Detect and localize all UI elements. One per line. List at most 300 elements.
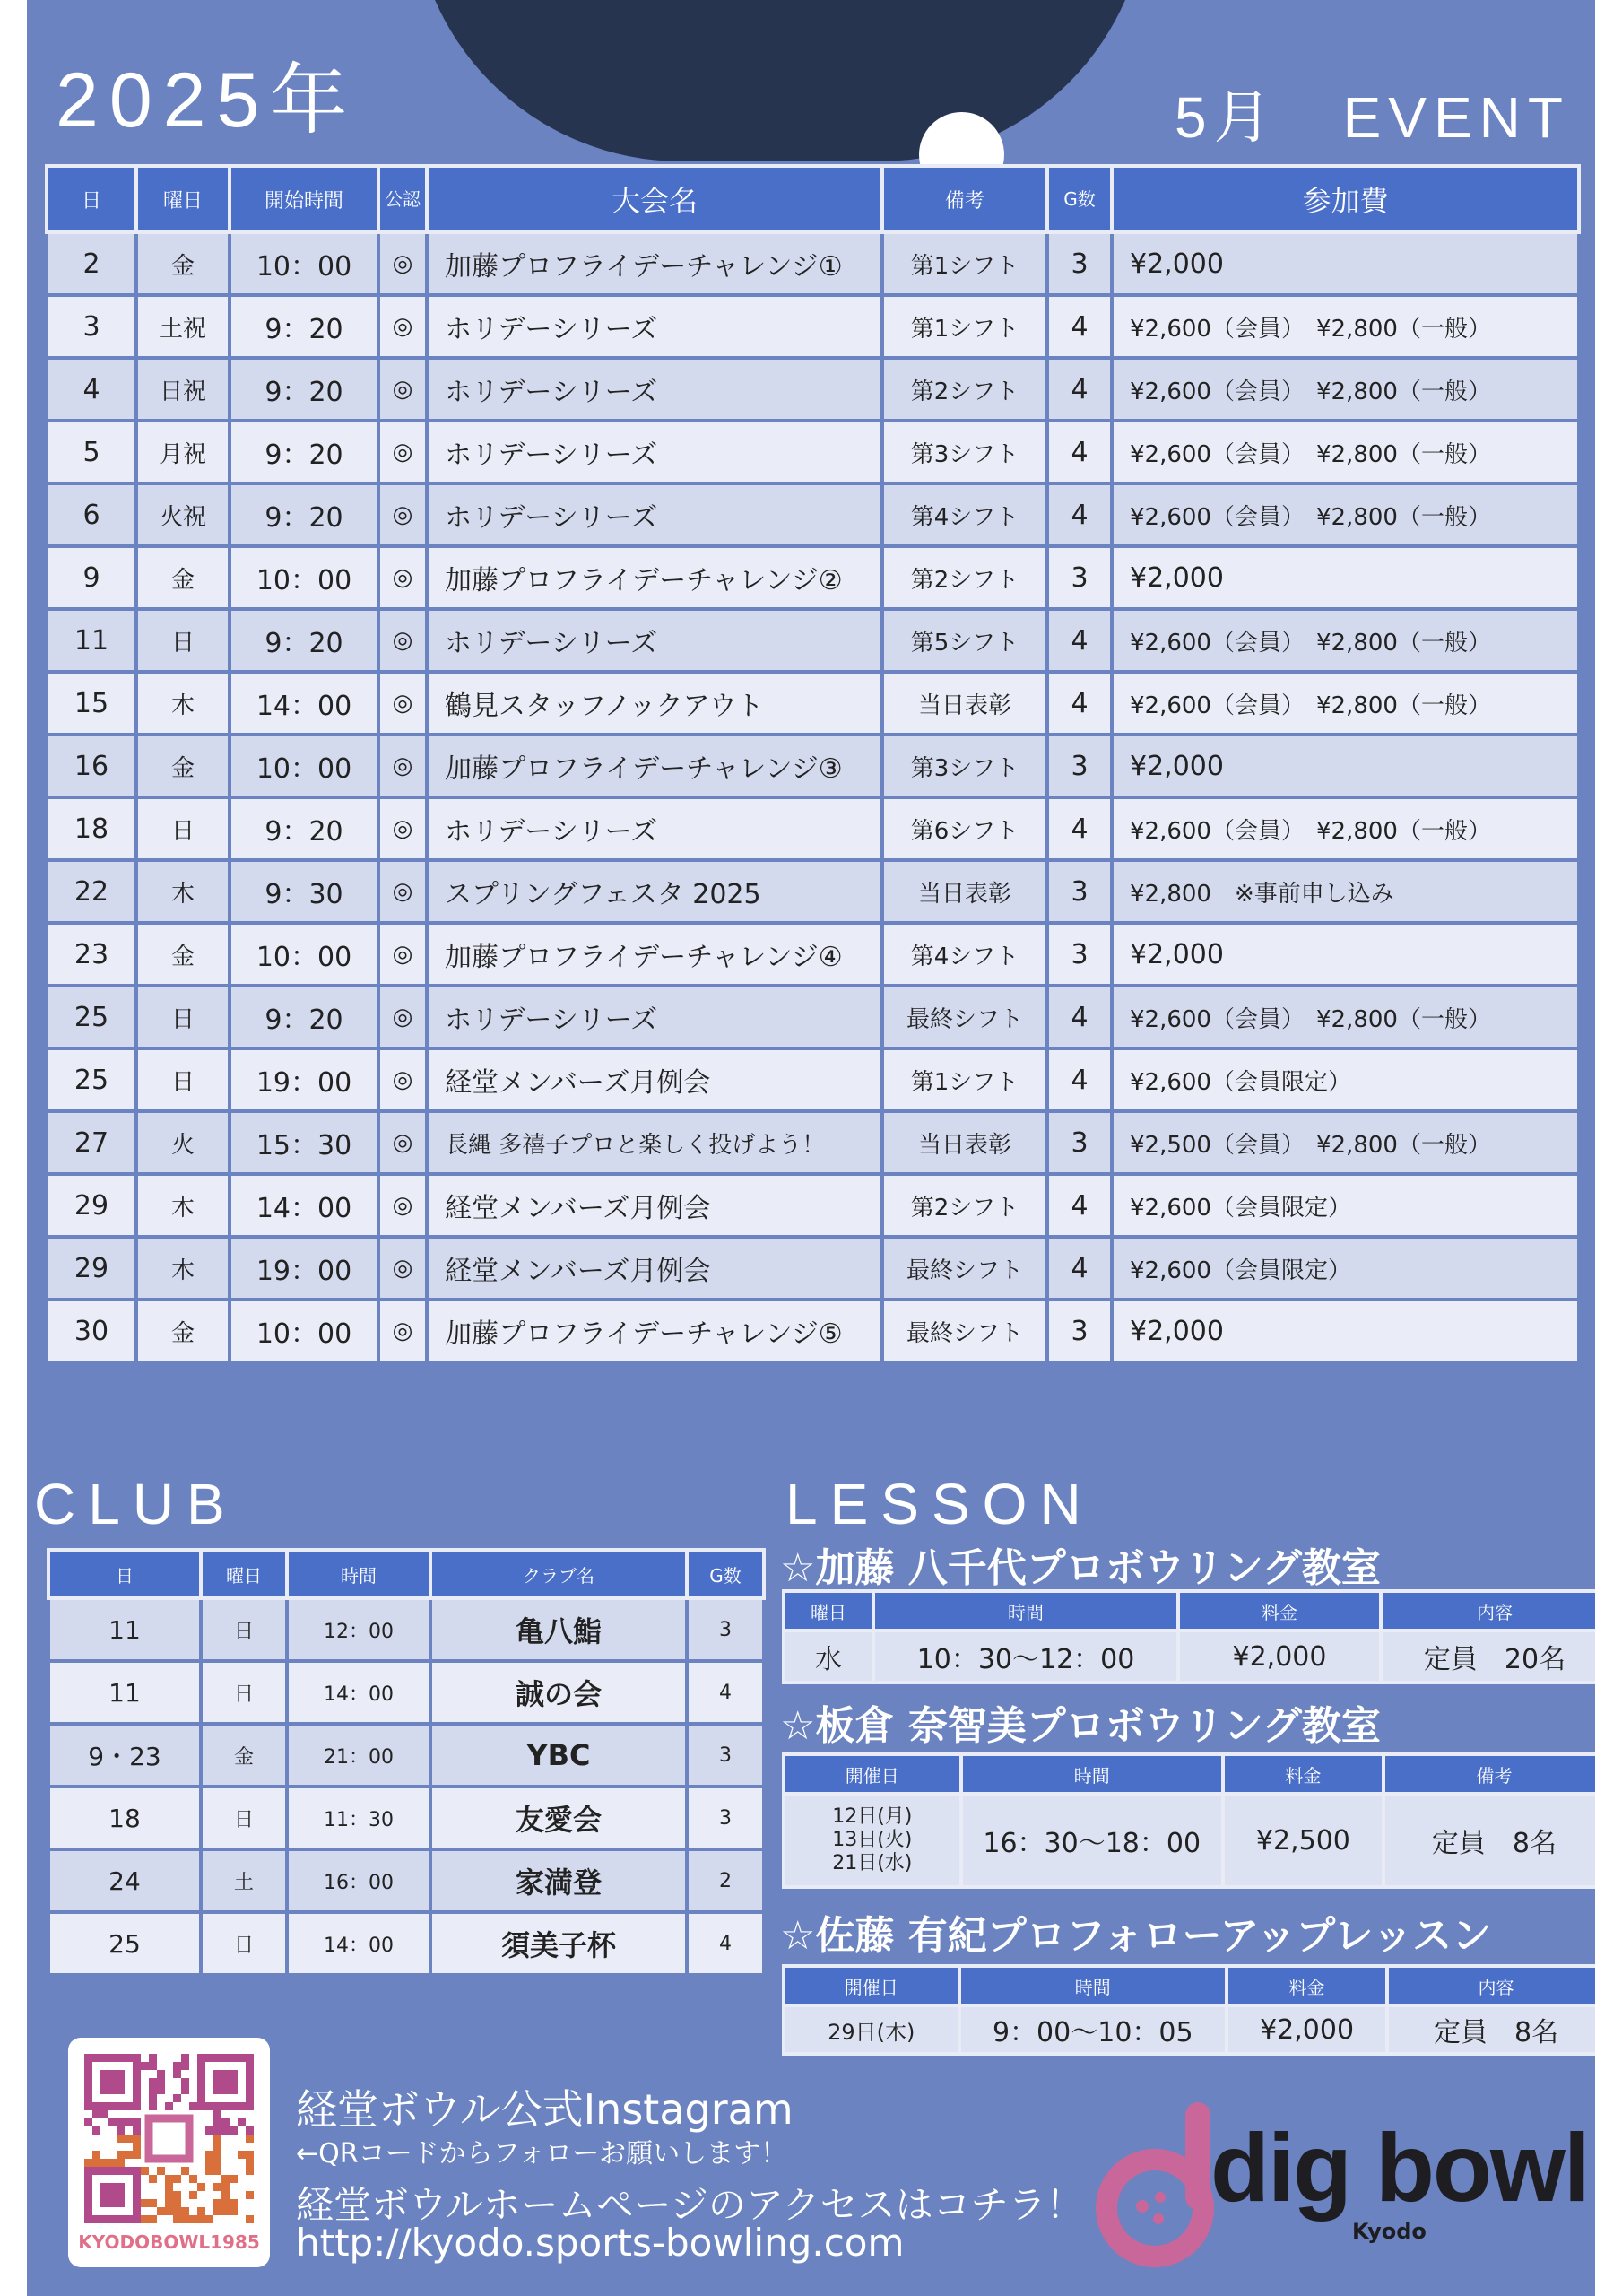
event-note: 当日表彰 [882, 672, 1047, 735]
event-day: 23 [47, 923, 136, 986]
header-note: 備考 [882, 166, 1047, 232]
qr-module [221, 2126, 230, 2135]
qr-module [238, 2118, 246, 2126]
event-fee: ¥2,600（会員限定） [1112, 1048, 1579, 1111]
club-games: 3 [687, 1598, 764, 1661]
qr-module [117, 2118, 125, 2126]
qr-module [100, 2070, 125, 2094]
itakura-header-time: 時間 [961, 1754, 1223, 1794]
qr-code-pattern [84, 2054, 254, 2223]
itakura-date-1: 12日(月) [832, 1805, 913, 1828]
qr-module [125, 2118, 133, 2126]
qr-module [141, 2167, 149, 2175]
itakura-date-2: 13日(火) [832, 1829, 913, 1851]
club-header-name: クラブ名 [430, 1550, 687, 1598]
itakura-time: 16：30〜18：00 [961, 1794, 1223, 1887]
club-games: 3 [687, 1724, 764, 1787]
club-time: 14：00 [287, 1912, 430, 1975]
event-weekday: 木 [136, 672, 230, 735]
club-weekday: 金 [201, 1724, 287, 1787]
event-fee: ¥2,600（会員） ¥2,800（一般） [1112, 295, 1579, 358]
event-row [47, 1300, 1579, 1362]
club-time: 12：00 [287, 1598, 430, 1661]
event-start-time: 10：00 [230, 546, 378, 609]
qr-module [246, 2159, 254, 2167]
event-fee: ¥2,000 [1112, 232, 1579, 295]
qr-module [149, 2078, 157, 2086]
qr-module [230, 2126, 238, 2135]
event-day: 18 [47, 797, 136, 860]
sato-header-fee: 料金 [1227, 1966, 1387, 2005]
qr-module [181, 2054, 189, 2062]
event-day: 30 [47, 1300, 136, 1362]
qr-module [197, 2207, 205, 2215]
qr-module [92, 2151, 100, 2159]
event-day: 25 [47, 1048, 136, 1111]
qr-module [100, 2159, 108, 2167]
club-table [47, 1548, 766, 1977]
event-day: 4 [47, 358, 136, 421]
qr-module [181, 2207, 189, 2215]
club-header-time: 時間 [287, 1550, 430, 1598]
event-start-time: 10：00 [230, 232, 378, 295]
sato-fee: ¥2,000 [1227, 2005, 1387, 2054]
event-note: 第6シフト [882, 797, 1047, 860]
qr-module [133, 2135, 141, 2143]
qr-module [149, 2062, 157, 2070]
event-official-mark: ◎ [378, 546, 427, 609]
club-games: 3 [687, 1787, 764, 1849]
club-header-games: G数 [687, 1550, 764, 1598]
event-name: 加藤プロフライデーチャレンジ① [427, 232, 882, 295]
qr-module [117, 2126, 125, 2135]
event-weekday: 金 [136, 232, 230, 295]
club-day: 25 [48, 1912, 201, 1975]
club-row [48, 1849, 764, 1912]
qr-module [213, 2167, 221, 2175]
qr-module [173, 2199, 181, 2207]
event-start-time: 9：20 [230, 358, 378, 421]
event-note: 最終シフト [882, 986, 1047, 1048]
event-start-time: 9：20 [230, 483, 378, 546]
qr-module [149, 2199, 157, 2207]
qr-module [149, 2054, 157, 2062]
club-games: 4 [687, 1661, 764, 1724]
qr-module [133, 2143, 141, 2151]
club-name: YBC [430, 1724, 687, 1787]
event-fee: ¥2,600（会員） ¥2,800（一般） [1112, 986, 1579, 1048]
qr-module [246, 2167, 254, 2175]
qr-module [173, 2175, 181, 2183]
qr-module [165, 2175, 173, 2183]
event-row [47, 546, 1579, 609]
event-weekday: 金 [136, 1300, 230, 1362]
header-start-time: 開始時間 [230, 166, 378, 232]
qr-module [100, 2110, 108, 2118]
lesson-sato-title: ☆佐藤 有紀プロフォローアップレッスン [780, 1913, 1492, 1959]
event-note: 第4シフト [882, 483, 1047, 546]
qr-module [157, 2086, 165, 2094]
event-official-mark: ◎ [378, 1111, 427, 1174]
lesson-sato-table [782, 1964, 1595, 2056]
qr-module [133, 2126, 141, 2135]
kato-fee: ¥2,000 [1178, 1631, 1381, 1683]
event-start-time: 10：00 [230, 923, 378, 986]
bowling-ball-graphic [412, 0, 1148, 161]
qr-module [157, 2167, 165, 2175]
qr-module [165, 2102, 173, 2110]
event-games: 4 [1047, 1174, 1112, 1237]
itakura-dates [784, 1794, 961, 1887]
qr-module [133, 2118, 141, 2126]
qr-module [149, 2086, 157, 2094]
event-games: 4 [1047, 358, 1112, 421]
event-games: 3 [1047, 735, 1112, 797]
event-official-mark: ◎ [378, 358, 427, 421]
event-games: 4 [1047, 1237, 1112, 1300]
event-note: 第2シフト [882, 1174, 1047, 1237]
event-games: 4 [1047, 421, 1112, 483]
event-weekday: 火 [136, 1111, 230, 1174]
header-day: 日 [47, 166, 136, 232]
event-fee: ¥2,000 [1112, 923, 1579, 986]
lesson-itakura-table [782, 1752, 1595, 1889]
qr-module [173, 2207, 181, 2215]
qr-module [117, 2151, 125, 2159]
sato-header-content: 内容 [1387, 1966, 1595, 2005]
event-fee: ¥2,000 [1112, 546, 1579, 609]
qr-module [221, 2183, 230, 2191]
event-note: 第2シフト [882, 358, 1047, 421]
qr-module [213, 2207, 221, 2215]
event-name: 加藤プロフライデーチャレンジ④ [427, 923, 882, 986]
qr-module [125, 2135, 133, 2143]
event-games: 4 [1047, 672, 1112, 735]
event-name: ホリデーシリーズ [427, 421, 882, 483]
event-official-mark: ◎ [378, 609, 427, 672]
qr-module [189, 2102, 197, 2110]
event-row [47, 672, 1579, 735]
event-start-time: 19：00 [230, 1048, 378, 1111]
qr-module [246, 2215, 254, 2223]
qr-module [213, 2199, 221, 2207]
event-name: 加藤プロフライデーチャレンジ⑤ [427, 1300, 882, 1362]
qr-module [246, 2126, 254, 2135]
event-official-mark: ◎ [378, 797, 427, 860]
qr-module [213, 2143, 221, 2151]
qr-module [205, 2151, 213, 2159]
qr-module [149, 2102, 157, 2110]
event-row [47, 295, 1579, 358]
event-day: 22 [47, 860, 136, 923]
qr-module [230, 2207, 238, 2215]
qr-module [189, 2175, 197, 2183]
event-weekday: 月祝 [136, 421, 230, 483]
qr-module [213, 2151, 221, 2159]
event-start-time: 15：30 [230, 1111, 378, 1174]
qr-module [213, 2135, 221, 2143]
event-name: 加藤プロフライデーチャレンジ③ [427, 735, 882, 797]
event-official-mark: ◎ [378, 421, 427, 483]
club-name: 誠の会 [430, 1661, 687, 1724]
itakura-header-date: 開催日 [784, 1754, 961, 1794]
qr-module [173, 2070, 181, 2078]
event-name: 経堂メンバーズ月例会 [427, 1237, 882, 1300]
year-title: 2025年 [56, 57, 359, 144]
event-row [47, 483, 1579, 546]
club-weekday: 日 [201, 1661, 287, 1724]
event-name: ホリデーシリーズ [427, 609, 882, 672]
event-start-time: 14：00 [230, 672, 378, 735]
club-name: 家満登 [430, 1849, 687, 1912]
event-name: 経堂メンバーズ月例会 [427, 1048, 882, 1111]
event-official-mark: ◎ [378, 735, 427, 797]
itakura-header-note: 備考 [1383, 1754, 1595, 1794]
kato-header-time: 時間 [873, 1591, 1178, 1631]
event-official-mark: ◎ [378, 860, 427, 923]
event-fee: ¥2,500（会員） ¥2,800（一般） [1112, 1111, 1579, 1174]
qr-module [141, 2062, 149, 2070]
kato-content: 定員 20名 [1381, 1631, 1595, 1683]
instagram-subtitle: ←QRコードからフォローお願いします！ [296, 2138, 788, 2170]
event-day: 25 [47, 986, 136, 1048]
event-fee: ¥2,600（会員限定） [1112, 1174, 1579, 1237]
event-start-time: 10：00 [230, 1300, 378, 1362]
homepage-title: 経堂ボウルホームページのアクセスはコチラ！ [296, 2183, 1084, 2227]
event-start-time: 9：20 [230, 797, 378, 860]
header-official: 公認 [378, 166, 427, 232]
qr-module [230, 2175, 238, 2183]
sato-time: 9：00〜10：05 [959, 2005, 1227, 2054]
event-note: 第5シフト [882, 609, 1047, 672]
event-table [45, 164, 1581, 1364]
homepage-link[interactable]: http://kyodo.sports-bowling.com [296, 2221, 905, 2265]
qr-module [125, 2151, 133, 2159]
event-day: 5 [47, 421, 136, 483]
event-official-mark: ◎ [378, 483, 427, 546]
event-note: 第1シフト [882, 295, 1047, 358]
qr-module [197, 2183, 205, 2191]
club-games: 4 [687, 1912, 764, 1975]
event-note: 当日表彰 [882, 1111, 1047, 1174]
event-note: 最終シフト [882, 1300, 1047, 1362]
club-name: 友愛会 [430, 1787, 687, 1849]
event-day: 6 [47, 483, 136, 546]
club-day: 24 [48, 1849, 201, 1912]
event-start-time: 9：20 [230, 986, 378, 1048]
event-row [47, 923, 1579, 986]
event-row [47, 1237, 1579, 1300]
qr-module [181, 2167, 189, 2175]
qr-module [173, 2094, 181, 2102]
club-row [48, 1661, 764, 1724]
qr-module [173, 2062, 181, 2070]
club-name: 亀八鮨 [430, 1598, 687, 1661]
club-title: CLUB [34, 1472, 238, 1536]
qr-module [108, 2118, 117, 2126]
qr-module [84, 2159, 92, 2167]
qr-module [157, 2070, 165, 2078]
event-note: 第3シフト [882, 735, 1047, 797]
qr-module [157, 2078, 165, 2086]
lesson-itakura-title: ☆板倉 奈智美プロボウリング教室 [780, 1703, 1381, 1749]
event-weekday: 金 [136, 546, 230, 609]
event-day: 27 [47, 1111, 136, 1174]
qr-module [238, 2151, 246, 2159]
event-official-mark: ◎ [378, 1237, 427, 1300]
event-note: 第1シフト [882, 232, 1047, 295]
event-table-header [47, 166, 1579, 232]
event-weekday: 木 [136, 860, 230, 923]
club-time: 16：00 [287, 1849, 430, 1912]
club-time: 11：30 [287, 1787, 430, 1849]
event-weekday: 火祝 [136, 483, 230, 546]
event-fee: ¥2,600（会員） ¥2,800（一般） [1112, 358, 1579, 421]
event-row [47, 609, 1579, 672]
event-name: 経堂メンバーズ月例会 [427, 1174, 882, 1237]
instagram-title: 経堂ボウル公式Instagram [296, 2085, 794, 2134]
lesson-kato-title: ☆加藤 八千代プロボウリング教室 [780, 1545, 1381, 1591]
club-day: 11 [48, 1661, 201, 1724]
event-weekday: 金 [136, 735, 230, 797]
qr-module [246, 2135, 254, 2143]
event-weekday: 木 [136, 1174, 230, 1237]
event-official-mark: ◎ [378, 295, 427, 358]
event-official-mark: ◎ [378, 1048, 427, 1111]
qr-module [213, 2118, 221, 2126]
logo-wordmark: dig bowl [1210, 2113, 1589, 2222]
event-name: スプリングフェスタ 2025 [427, 860, 882, 923]
event-start-time: 14：00 [230, 1174, 378, 1237]
qr-module [149, 2175, 157, 2183]
event-name: ホリデーシリーズ [427, 797, 882, 860]
lesson-kato-table [782, 1589, 1595, 1684]
qr-module [92, 2159, 100, 2167]
event-games: 3 [1047, 1300, 1112, 1362]
header-weekday: 曜日 [136, 166, 230, 232]
qr-module [173, 2215, 181, 2223]
event-weekday: 日 [136, 986, 230, 1048]
poster [27, 0, 1595, 2296]
event-name: ホリデーシリーズ [427, 358, 882, 421]
event-note: 第2シフト [882, 546, 1047, 609]
qr-module [165, 2199, 173, 2207]
event-note: 当日表彰 [882, 860, 1047, 923]
qr-module [221, 2191, 230, 2199]
sato-header-time: 時間 [959, 1966, 1227, 2005]
qr-module [157, 2207, 165, 2215]
club-day: 9・23 [48, 1724, 201, 1787]
club-games: 2 [687, 1849, 764, 1912]
event-fee: ¥2,600（会員） ¥2,800（一般） [1112, 483, 1579, 546]
qr-module [213, 2070, 238, 2094]
header-event-name: 大会名 [427, 166, 882, 232]
event-official-mark: ◎ [378, 986, 427, 1048]
event-games: 4 [1047, 609, 1112, 672]
qr-module [213, 2159, 221, 2167]
qr-module [213, 2110, 221, 2118]
club-name: 須美子杯 [430, 1912, 687, 1975]
event-weekday: 日 [136, 1048, 230, 1111]
event-start-time: 9：20 [230, 609, 378, 672]
event-day: 29 [47, 1237, 136, 1300]
month-event-title: 5月 EVENT [1175, 85, 1570, 150]
event-row [47, 986, 1579, 1048]
kato-weekday: 水 [784, 1631, 873, 1683]
club-weekday: 日 [201, 1787, 287, 1849]
club-row [48, 1724, 764, 1787]
qr-tag: KYODOBOWL1985 [78, 2231, 260, 2253]
event-weekday: 土祝 [136, 295, 230, 358]
event-day: 29 [47, 1174, 136, 1237]
event-start-time: 10：00 [230, 735, 378, 797]
event-start-time: 19：00 [230, 1237, 378, 1300]
qr-module [84, 2118, 92, 2126]
event-official-mark: ◎ [378, 923, 427, 986]
event-day: 15 [47, 672, 136, 735]
event-start-time: 9：20 [230, 421, 378, 483]
sato-date: 29日(木) [784, 2005, 959, 2054]
event-row [47, 358, 1579, 421]
event-row [47, 735, 1579, 797]
itakura-header-fee: 料金 [1223, 1754, 1383, 1794]
event-fee: ¥2,600（会員） ¥2,800（一般） [1112, 797, 1579, 860]
club-header-weekday: 曜日 [201, 1550, 287, 1598]
sato-content: 定員 8名 [1387, 2005, 1595, 2054]
itakura-date-3: 21日(水) [832, 1852, 913, 1874]
event-fee: ¥2,600（会員） ¥2,800（一般） [1112, 421, 1579, 483]
qr-module [141, 2199, 149, 2207]
dig-bowl-logo-icon [1085, 2090, 1219, 2269]
event-day: 2 [47, 232, 136, 295]
event-official-mark: ◎ [378, 232, 427, 295]
qr-module [153, 2123, 186, 2155]
event-row [47, 232, 1579, 295]
qr-module [173, 2191, 181, 2199]
event-row [47, 797, 1579, 860]
event-start-time: 9：20 [230, 295, 378, 358]
event-row [47, 1174, 1579, 1237]
itakura-note: 定員 8名 [1383, 1794, 1595, 1887]
instagram-qr-code[interactable] [68, 2038, 270, 2267]
event-row [47, 860, 1579, 923]
event-fee: ¥2,000 [1112, 735, 1579, 797]
event-note: 最終シフト [882, 1237, 1047, 1300]
qr-module [197, 2215, 205, 2223]
kato-header-fee: 料金 [1178, 1591, 1381, 1631]
event-official-mark: ◎ [378, 1300, 427, 1362]
event-games: 3 [1047, 860, 1112, 923]
club-day: 18 [48, 1787, 201, 1849]
qr-module [133, 2151, 141, 2159]
event-name: ホリデーシリーズ [427, 986, 882, 1048]
qr-module [221, 2207, 230, 2215]
qr-module [213, 2126, 221, 2135]
qr-module [221, 2199, 230, 2207]
qr-module [108, 2159, 117, 2167]
event-name: 長縄 多禧子プロと楽しく投げよう！ [427, 1111, 882, 1174]
logo-location: Kyodo [1352, 2219, 1427, 2244]
event-name: 加藤プロフライデーチャレンジ② [427, 546, 882, 609]
qr-module [181, 2215, 189, 2223]
event-name: 鶴見スタッフノックアウト [427, 672, 882, 735]
event-weekday: 日 [136, 797, 230, 860]
event-fee: ¥2,600（会員限定） [1112, 1237, 1579, 1300]
qr-module [141, 2215, 149, 2223]
club-weekday: 日 [201, 1912, 287, 1975]
qr-module [189, 2215, 197, 2223]
qr-module [181, 2086, 189, 2094]
